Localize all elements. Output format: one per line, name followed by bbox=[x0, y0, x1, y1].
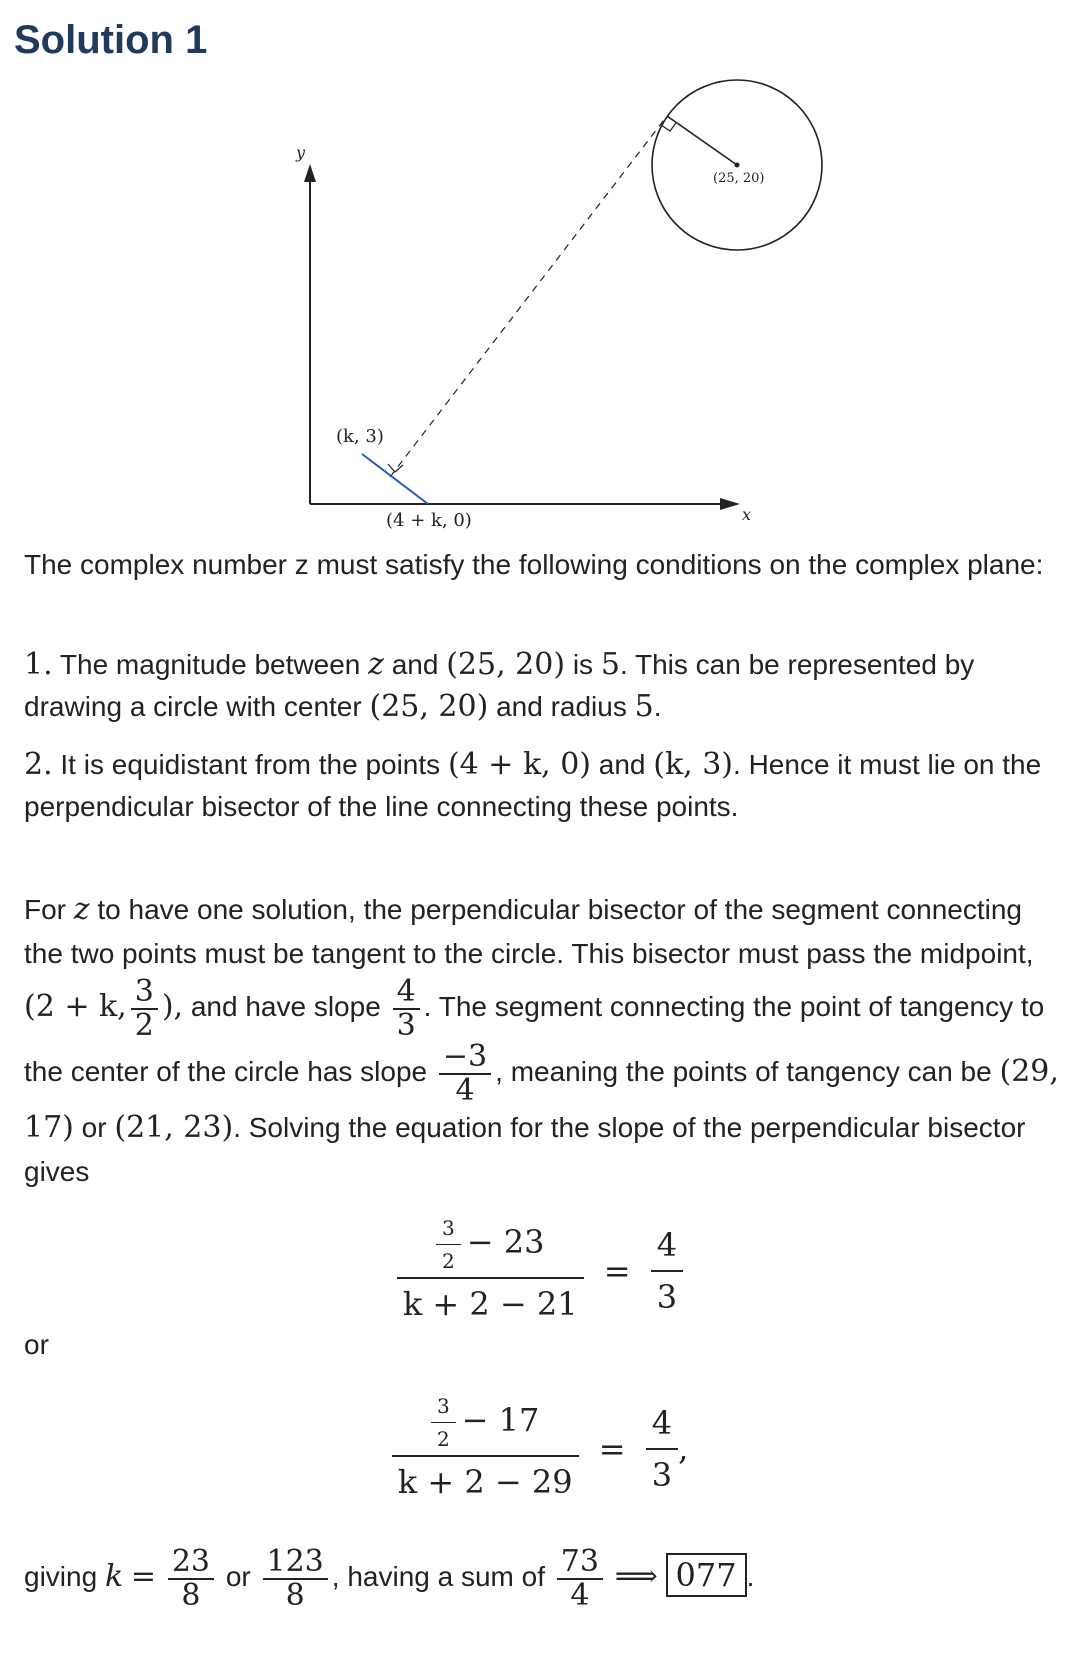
comma: , bbox=[678, 1429, 689, 1468]
tangent-point-1: (29, 17) bbox=[24, 1053, 1059, 1145]
equation-1 bbox=[0, 1218, 1080, 1323]
numerator: − 23 bbox=[466, 1223, 545, 1261]
tangency-paragraph bbox=[24, 888, 1064, 1194]
paragraph-text: or bbox=[81, 1112, 107, 1143]
variable-k: k bbox=[104, 1558, 124, 1594]
x-axis-label: x bbox=[742, 505, 752, 524]
fraction-4-3 bbox=[393, 976, 420, 1041]
paragraph-text: . The segment connecting the point of tangency to the center of the circle has slope bbox=[24, 990, 1045, 1087]
denominator: 2 bbox=[431, 1422, 456, 1449]
denominator: 4 bbox=[439, 1073, 491, 1107]
implies-arrow: ⟹ bbox=[614, 1558, 658, 1594]
condition-2-number: 2. bbox=[24, 747, 53, 782]
denominator: 3 bbox=[651, 1270, 683, 1316]
y-axis-label: y bbox=[296, 143, 306, 162]
equation-1-lhs bbox=[397, 1218, 584, 1323]
numerator: 3 bbox=[442, 1216, 455, 1240]
coordinate-diagram bbox=[0, 0, 1080, 540]
denominator: 4 bbox=[557, 1578, 603, 1612]
perpendicular-bisector bbox=[390, 116, 667, 477]
denominator: 2 bbox=[436, 1244, 461, 1271]
condition-1 bbox=[24, 644, 1064, 728]
final-text: giving bbox=[24, 1560, 98, 1592]
y-axis-arrowhead bbox=[304, 164, 316, 182]
or-text: or bbox=[24, 1329, 49, 1360]
circle-center-dot bbox=[735, 163, 740, 168]
point-25-20: (25, 20) bbox=[446, 647, 566, 682]
condition-1-text: . This can be represented by drawing a circle with center bbox=[24, 649, 975, 722]
small-fraction-3-2 bbox=[436, 1218, 461, 1271]
denominator: 8 bbox=[263, 1578, 328, 1612]
condition-1-text: The magnitude between bbox=[59, 649, 361, 680]
segment-between-points bbox=[362, 454, 428, 504]
equals-sign: = bbox=[603, 1251, 631, 1290]
numerator: 4 bbox=[651, 1403, 673, 1442]
equation-2 bbox=[0, 1396, 1080, 1501]
circle-center-label: (25, 20) bbox=[713, 171, 765, 186]
denominator: k + 2 − 21 bbox=[397, 1277, 584, 1323]
paragraph-text: , meaning the points of tangency can be bbox=[495, 1055, 992, 1087]
fraction-23-8 bbox=[168, 1546, 214, 1611]
variable-z: z bbox=[73, 892, 90, 927]
point-4k-0: (4 + k, 0) bbox=[447, 747, 591, 782]
period: . bbox=[653, 691, 662, 722]
radius-value: 5 bbox=[634, 689, 654, 724]
denominator: 8 bbox=[168, 1578, 214, 1612]
numerator: −3 bbox=[442, 1039, 488, 1074]
denominator: 3 bbox=[393, 1008, 420, 1042]
small-fraction-3-2 bbox=[431, 1396, 456, 1449]
equation-2-lhs bbox=[392, 1396, 579, 1501]
paragraph-text: to have one solution, the perpendicular bisector of the segment connecting the two points must be tangent to the circle. This bisector must pass the midpoint, bbox=[24, 894, 1034, 969]
intercept-label: (4 + k, 0) bbox=[386, 510, 472, 531]
final-text: or bbox=[225, 1560, 251, 1592]
numerator: − 17 bbox=[461, 1401, 540, 1439]
final-text: , having a sum of bbox=[331, 1560, 545, 1592]
condition-1-text: is bbox=[572, 649, 594, 680]
denominator: 3 bbox=[646, 1448, 678, 1494]
paragraph-text: For bbox=[24, 894, 66, 925]
equals-sign: = bbox=[130, 1558, 157, 1594]
numerator: 4 bbox=[656, 1225, 678, 1264]
point-k-3: (k, 3) bbox=[653, 747, 734, 782]
boxed-answer: 077 bbox=[666, 1553, 747, 1597]
radius-to-tangent bbox=[667, 116, 737, 165]
fraction-neg3-4 bbox=[439, 1041, 491, 1106]
condition-1-number: 1. bbox=[24, 647, 53, 682]
period: . bbox=[746, 1560, 755, 1592]
condition-2-text: It is equidistant from the points bbox=[60, 749, 441, 780]
numerator: 123 bbox=[266, 1544, 324, 1579]
right-angle-mark-bottom bbox=[388, 464, 403, 472]
fraction-123-8 bbox=[263, 1546, 328, 1611]
equation-1-rhs bbox=[651, 1226, 683, 1316]
fraction-3-2 bbox=[131, 976, 158, 1041]
x-axis-arrowhead bbox=[720, 498, 740, 510]
page-title: Solution 1 bbox=[14, 18, 208, 62]
condition-2-text: and bbox=[598, 749, 646, 780]
midpoint-expr: (2 + k, bbox=[24, 988, 127, 1024]
paragraph-text: and have slope bbox=[190, 990, 381, 1022]
condition-1-text: and bbox=[391, 649, 439, 680]
denominator: k + 2 − 29 bbox=[392, 1455, 579, 1501]
tangent-point-2: (21, 23) bbox=[114, 1110, 234, 1145]
numerator: 3 bbox=[436, 1394, 450, 1418]
equals-sign: = bbox=[598, 1429, 626, 1468]
intro-paragraph: The complex number z must satisfy the following conditions on the complex plane: bbox=[24, 549, 1044, 580]
final-answer-line bbox=[24, 1546, 1064, 1611]
radius-value: 5 bbox=[600, 647, 620, 682]
point-label-k3: (k, 3) bbox=[336, 426, 384, 447]
numerator: 3 bbox=[134, 974, 154, 1009]
variable-z: z bbox=[368, 647, 384, 682]
fraction-73-4 bbox=[557, 1546, 603, 1611]
denominator: 2 bbox=[131, 1008, 158, 1042]
equation-2-rhs bbox=[646, 1404, 678, 1494]
condition-2-text: . Hence it must lie on the perpendicular bisector of the line connecting these points. bbox=[24, 749, 1042, 822]
condition-1-text: and radius bbox=[496, 691, 627, 722]
paragraph-text: . Solving the equation for the slope of the perpendicular bisector gives bbox=[24, 1112, 1026, 1187]
numerator: 23 bbox=[171, 1544, 211, 1579]
condition-2 bbox=[24, 744, 1064, 828]
numerator: 73 bbox=[560, 1544, 599, 1579]
point-25-20: (25, 20) bbox=[369, 689, 489, 724]
midpoint-expr: ), bbox=[161, 988, 184, 1024]
numerator: 4 bbox=[396, 974, 416, 1009]
